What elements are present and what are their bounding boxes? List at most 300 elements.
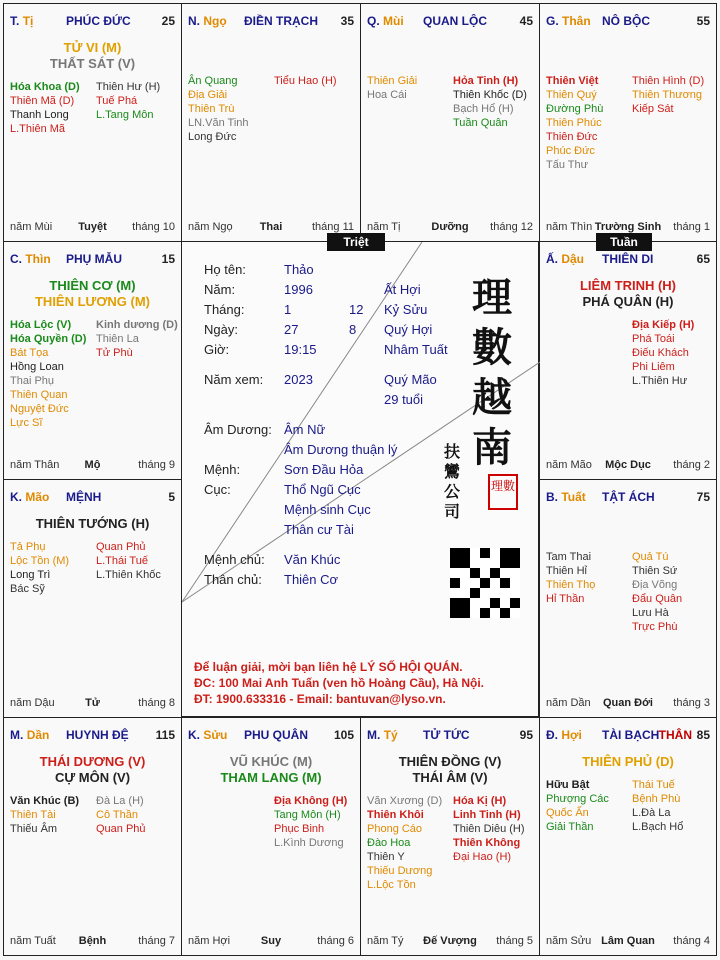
minor-star: Thai Phụ: [10, 375, 55, 387]
minor-star: Thiên Phúc: [546, 117, 602, 129]
palace-chi: Dậu: [561, 252, 585, 266]
minor-stars-right: [453, 74, 527, 130]
minor-star: Hóa Khoa (D): [10, 81, 80, 93]
ngay-can-chi: Quý Hợi: [384, 322, 433, 337]
palace-thin[interactable]: [3, 241, 182, 480]
minor-star: Văn Xương (D): [367, 795, 443, 807]
palace-header: [546, 14, 710, 30]
palace-header: [546, 252, 710, 268]
minor-star: Thiên Mã (D): [10, 95, 75, 107]
palace-can: M.: [367, 728, 381, 742]
palace-number: 25: [161, 14, 175, 28]
palace-can: Q.: [367, 14, 380, 28]
minor-star: Phá Toái: [632, 333, 675, 345]
logo-char-2: 數: [472, 324, 512, 371]
palace-name: QUAN LỘC: [423, 14, 487, 28]
palace-ti[interactable]: [3, 3, 182, 242]
palace-number: 85: [696, 728, 710, 742]
menh-chu-value: Văn Khúc: [284, 552, 341, 567]
minor-stars-right: [96, 794, 146, 836]
minor-star: Địa Không (H): [274, 795, 348, 807]
minor-star: L.Thiên Mã: [10, 123, 66, 135]
palace-dan[interactable]: [3, 717, 182, 956]
palace-month: tháng 2: [673, 459, 710, 471]
minor-star: Hồng Loan: [10, 361, 64, 373]
palace-month: tháng 9: [138, 459, 175, 471]
main-star: LIÊM TRINH (H): [579, 278, 677, 293]
main-star: PHÁ QUÂN (H): [582, 294, 674, 309]
minor-star: L.Lộc Tồn: [367, 879, 416, 891]
main-star: CỰ MÔN (V): [54, 770, 131, 785]
nam-xem-value: 2023: [284, 372, 313, 387]
palace-name: TẬT ÁCH: [602, 490, 655, 504]
thang-am: 12: [349, 302, 364, 317]
palace-number: 15: [161, 252, 175, 266]
main-star: THIÊN ĐỒNG (V): [398, 754, 502, 769]
palace-can: C.: [10, 252, 22, 266]
triet-tag: Triệt: [327, 233, 385, 251]
minor-star: Lưu Hà: [632, 607, 669, 619]
palace-chi: Mùi: [383, 14, 404, 28]
palace-name: PHÚC ĐỨC: [66, 14, 131, 28]
minor-star: Tử Phù: [96, 347, 133, 359]
main-stars: [4, 754, 181, 786]
minor-star: Ân Quang: [188, 75, 238, 87]
minor-star: Tuần Quân: [453, 117, 508, 129]
minor-star: Đào Hoa: [367, 837, 411, 849]
palace-name: PHU QUÂN: [244, 728, 309, 742]
minor-star: Quan Phủ: [96, 541, 146, 553]
palace-can: B.: [546, 490, 558, 504]
minor-star: Bác Sỹ: [10, 583, 45, 595]
minor-stars-right: [453, 794, 525, 864]
minor-star: Đại Hao (H): [453, 851, 512, 863]
minor-star: Thiên Thương: [632, 89, 703, 101]
palace-footer: [10, 221, 175, 235]
main-star: THIÊN PHỦ (D): [582, 754, 674, 769]
minor-stars-left: [10, 318, 86, 430]
palace-name: PHỤ MẪU: [66, 252, 122, 266]
minor-star: Thiên Việt: [546, 75, 599, 87]
minor-star: LN.Văn Tinh: [188, 117, 249, 129]
palace-chi: Ngọ: [203, 14, 227, 28]
palace-header: [367, 14, 533, 30]
minor-star: Thiếu Dương: [367, 865, 433, 877]
main-star: THÁI ÂM (V): [412, 770, 488, 785]
minor-stars-left: [367, 794, 442, 892]
palace-can: M.: [10, 728, 24, 742]
palace-footer: [367, 221, 533, 235]
palace-number: 35: [340, 14, 354, 28]
palace-name: TỬ TỨC: [423, 728, 470, 742]
minor-star: Thiên Quan: [10, 389, 68, 401]
logo-subtitle: 扶 鸞 公 司: [444, 442, 461, 521]
palace-name: NÔ BỘC: [602, 14, 650, 28]
minor-star: Đường Phù: [546, 103, 604, 115]
minor-star: Thiên La: [96, 333, 139, 345]
cuc-value: Thổ Ngũ Cục: [284, 482, 361, 497]
minor-stars-right: [632, 74, 704, 116]
minor-star: Đẩu Quân: [632, 593, 683, 605]
am-duong-ly: Âm Dương thuận lý: [284, 442, 398, 457]
palace-year: năm Tý: [367, 935, 404, 947]
cuc-label: Cục:: [204, 482, 231, 497]
contact-line-3[interactable]: ĐT: 1900.633316 - Email: bantuvan@lyso.vn.: [194, 692, 446, 706]
minor-star: Lộc Tồn (M): [10, 555, 70, 567]
tuoi-value: 29 tuổi: [384, 392, 424, 407]
palace-month: tháng 5: [496, 935, 533, 947]
minor-star: Phi Liêm: [632, 361, 675, 373]
palace-stage: Suy: [260, 935, 282, 947]
palace-chi: Thân: [562, 14, 591, 28]
palace-number: 75: [696, 490, 710, 504]
main-stars: [540, 278, 716, 310]
minor-star: Nguyệt Đức: [10, 403, 69, 415]
palace-name: MỆNH: [66, 490, 102, 504]
than-chu-label: Thân chủ:: [204, 572, 262, 587]
minor-stars-left: [10, 80, 80, 136]
palace-header: [10, 728, 175, 744]
minor-star: Thiếu Âm: [10, 823, 58, 835]
gio-value: 19:15: [284, 342, 317, 357]
menh-value: Sơn Đầu Hỏa: [284, 462, 364, 477]
main-star: THAM LANG (M): [220, 770, 322, 785]
main-stars: [4, 278, 181, 310]
am-duong-value: Âm Nữ: [284, 422, 326, 437]
palace-chi: Tị: [22, 14, 34, 28]
minor-stars-left: [546, 550, 595, 606]
palace-can: K.: [10, 490, 22, 504]
minor-star: Phúc Đức: [546, 145, 595, 157]
palace-stage: Thai: [259, 221, 283, 233]
palace-month: tháng 11: [311, 221, 354, 233]
palace-stage: Lâm Quan: [601, 935, 655, 947]
palace-number: 45: [519, 14, 533, 28]
than-chu-value: Thiên Cơ: [284, 572, 339, 587]
palace-year: năm Sửu: [546, 935, 592, 947]
minor-star: Văn Khúc (B): [10, 795, 80, 807]
than-cu: Thân cư Tài: [284, 522, 354, 537]
minor-stars-right: [274, 74, 337, 88]
palace-footer: [10, 459, 175, 473]
minor-star: Bệnh Phù: [632, 793, 681, 805]
palace-header: [10, 252, 175, 268]
logo-stamp-text: 理數: [490, 479, 515, 493]
palace-month: tháng 1: [673, 221, 710, 233]
main-stars: [182, 754, 360, 786]
ngay-label: Ngày:: [204, 322, 238, 337]
nam-xem-label: Năm xem:: [204, 372, 264, 387]
main-stars: [540, 754, 716, 770]
ho-ten-value: Thảo: [284, 262, 314, 277]
minor-star: Hỏa Tinh (H): [453, 75, 519, 87]
palace-chi: Dần: [26, 728, 50, 742]
palace-month: tháng 7: [138, 935, 175, 947]
main-star: TỬ VI (M): [63, 40, 122, 55]
minor-star: Thiên Hình (D): [632, 75, 705, 87]
minor-star: Bát Tọa: [10, 347, 49, 359]
minor-star: Thiên Quý: [546, 89, 597, 101]
minor-star: L.Bạch Hổ: [632, 821, 684, 833]
gio-can-chi: Nhâm Tuất: [384, 342, 448, 357]
minor-star: Long Đức: [188, 131, 237, 143]
palace-number: 55: [696, 14, 710, 28]
palace-dau[interactable]: [539, 241, 717, 480]
palace-name: TÀI BẠCH: [602, 728, 660, 742]
palace-stage: Trường Sinh: [594, 221, 662, 233]
logo-char-4: 南: [472, 424, 512, 471]
palace-stage: Mộ: [84, 459, 101, 471]
minor-stars-left: [188, 74, 249, 144]
minor-star: Địa Võng: [632, 579, 678, 591]
minor-star: Giải Thần: [546, 821, 594, 833]
main-stars: [361, 754, 539, 786]
main-stars: [4, 40, 181, 72]
palace-name: ĐIỀN TRẠCH: [244, 14, 318, 28]
minor-stars-left: [367, 74, 417, 102]
minor-star: Long Trì: [10, 569, 51, 581]
palace-number: 115: [155, 728, 175, 742]
palace-than[interactable]: [539, 3, 717, 242]
gio-label: Giờ:: [204, 342, 230, 357]
minor-stars-right: [96, 540, 161, 582]
minor-star: Trực Phù: [632, 621, 678, 633]
minor-star: L.Đà La: [632, 807, 671, 819]
palace-year: năm Mão: [546, 459, 592, 471]
minor-star: Quả Tú: [632, 551, 669, 563]
minor-stars-right: [274, 794, 347, 850]
minor-star: Quốc Ấn: [546, 807, 589, 819]
palace-can: N.: [188, 14, 200, 28]
minor-star: Tiểu Hao (H): [274, 75, 337, 87]
palace-month: tháng 10: [132, 221, 175, 233]
palace-chi: Hợi: [561, 728, 582, 742]
palace-chi: Thìn: [25, 252, 51, 266]
palace-stage: Dưỡng: [431, 221, 469, 233]
minor-star: Lực Sĩ: [10, 417, 43, 429]
minor-star: Thiên Diêu (H): [453, 823, 525, 835]
palace-month: tháng 3: [673, 697, 710, 709]
nam-value: 1996: [284, 282, 313, 297]
minor-star: Địa Kiếp (H): [632, 319, 695, 331]
than-marker: THÂN: [658, 728, 692, 742]
palace-header: [188, 14, 354, 30]
palace-stage: Tuyệt: [78, 221, 107, 233]
palace-header: [546, 728, 710, 744]
minor-star: Thiên Hỉ: [546, 565, 587, 577]
main-stars: [4, 516, 181, 532]
palace-can: G.: [546, 14, 559, 28]
palace-footer: [546, 697, 710, 711]
minor-star: Thiên Khôi: [367, 809, 424, 821]
minor-star: Hóa Quyền (D): [10, 333, 87, 345]
minor-star: L.Thiên Khốc: [96, 569, 161, 581]
main-star: THIÊN TƯỚNG (H): [35, 516, 150, 531]
minor-star: L.Thái Tuế: [96, 555, 148, 567]
cuc-relation: Mệnh sinh Cục: [284, 502, 371, 517]
minor-star: Tả Phụ: [10, 541, 46, 553]
minor-star: Thiên Sứ: [632, 565, 678, 577]
palace-stage: Đế Vượng: [423, 935, 477, 947]
minor-star: Thiên Trù: [188, 103, 235, 115]
tuan-tag: Tuần: [596, 233, 652, 251]
center-info-panel: [181, 241, 539, 717]
minor-star: Thiên Khốc (D): [453, 89, 527, 101]
minor-star: Tấu Thư: [546, 159, 589, 171]
minor-star: Hữu Bật: [546, 779, 590, 791]
palace-number: 105: [333, 728, 354, 742]
minor-star: Thiên Giải: [367, 75, 418, 87]
palace-month: tháng 4: [673, 935, 710, 947]
palace-mui[interactable]: [360, 3, 540, 242]
minor-stars-left: [10, 794, 79, 836]
palace-ty[interactable]: [360, 717, 540, 956]
minor-stars-left: [10, 540, 69, 596]
palace-footer: [188, 935, 354, 949]
minor-stars-right: [632, 318, 694, 388]
minor-star: Thanh Long: [10, 109, 69, 121]
main-star: THIÊN CƠ (M): [49, 278, 136, 293]
minor-star: Cô Thần: [96, 809, 138, 821]
palace-year: năm Tị: [367, 221, 401, 233]
palace-chi: Tuất: [561, 490, 586, 504]
palace-stage: Bệnh: [78, 935, 107, 947]
main-star: VŨ KHÚC (M): [229, 754, 313, 769]
minor-star: Thiên Tài: [10, 809, 56, 821]
minor-star: Đà La (H): [96, 795, 144, 807]
minor-star: L.Tang Môn: [96, 109, 154, 121]
minor-stars-right: [96, 318, 178, 360]
palace-can: T.: [10, 14, 20, 28]
minor-star: Tam Thai: [546, 551, 592, 563]
logo-stamp: [488, 474, 518, 510]
palace-stage: Tử: [85, 697, 100, 709]
nam-label: Năm:: [204, 282, 236, 297]
minor-star: Thiên Thọ: [546, 579, 596, 591]
minor-stars-left: [546, 74, 603, 172]
ngay-value: 27: [284, 322, 299, 337]
palace-tuat[interactable]: [539, 479, 717, 718]
palace-footer: [546, 935, 710, 949]
thang-value: 1: [284, 302, 292, 317]
palace-year: năm Ngọ: [188, 221, 233, 233]
palace-header: [10, 490, 175, 506]
minor-star: Kiếp Sát: [632, 103, 674, 115]
palace-name: THIÊN DI: [602, 252, 654, 266]
palace-mao[interactable]: [3, 479, 182, 718]
palace-stage: Mộc Dục: [605, 459, 651, 471]
palace-footer: [10, 935, 175, 949]
minor-star: Hóa Lộc (V): [10, 319, 72, 331]
minor-star: L.Thiên Hư: [632, 375, 688, 387]
palace-can: Đ.: [546, 728, 558, 742]
minor-star: Thiên Không: [453, 837, 521, 849]
palace-number: 95: [519, 728, 533, 742]
palace-number: 5: [168, 490, 175, 504]
minor-star: Tang Môn (H): [274, 809, 341, 821]
main-star: THẤT SÁT (V): [49, 56, 136, 71]
palace-year: năm Tuất: [10, 935, 56, 947]
contact-line-2: ĐC: 100 Mai Anh Tuấn (ven hồ Hoàng Cầu), Hà Nội.: [194, 676, 485, 690]
minor-stars-right: [96, 80, 160, 122]
minor-star: Tuế Phá: [96, 95, 138, 107]
palace-chi: Sửu: [203, 728, 228, 742]
palace-can: K.: [188, 728, 200, 742]
minor-star: Kinh dương (D): [96, 319, 178, 331]
minor-star: Phong Cáo: [367, 823, 423, 835]
minor-star: Thiên Hư (H): [96, 81, 161, 93]
minor-star: Thiên Y: [367, 851, 405, 863]
minor-star: Thái Tuế: [632, 779, 675, 791]
minor-stars-left: [546, 778, 609, 834]
nam-can-chi: Ất Hợi: [384, 282, 421, 297]
logo-char-1: 理: [472, 274, 512, 321]
menh-label: Mệnh:: [204, 462, 241, 477]
minor-star: Hoa Cái: [367, 89, 407, 101]
palace-header: [367, 728, 533, 744]
palace-year: năm Hợi: [188, 935, 231, 947]
palace-chi: Tý: [383, 728, 398, 742]
palace-header: [188, 728, 354, 744]
minor-star: Bạch Hổ (H): [453, 103, 514, 115]
palace-year: năm Dậu: [10, 697, 55, 709]
palace-month: tháng 12: [490, 221, 533, 233]
palace-footer: [546, 459, 710, 473]
minor-star: Phượng Các: [546, 793, 609, 805]
palace-can: Ấ.: [546, 252, 558, 266]
palace-year: năm Dần: [546, 697, 591, 709]
palace-ngo[interactable]: [181, 3, 361, 242]
minor-stars-right: [632, 550, 682, 634]
minor-star: Phục Binh: [274, 823, 325, 835]
palace-hoi[interactable]: [539, 717, 717, 956]
contact-line-1: Để luận giải, mời bạn liên hệ LÝ SỐ HỘI QUÁN.: [194, 660, 463, 674]
thang-label: Tháng:: [204, 302, 245, 317]
palace-year: năm Thân: [10, 459, 60, 471]
palace-footer: [10, 697, 175, 711]
qr-code-icon[interactable]: [450, 548, 520, 618]
palace-number: 65: [696, 252, 710, 266]
logo-char-3: 越: [472, 374, 512, 421]
ngay-am: 8: [349, 322, 357, 337]
thang-can-chi: Kỷ Sửu: [384, 302, 428, 317]
minor-star: Điếu Khách: [632, 347, 689, 359]
minor-star: Quan Phủ: [96, 823, 146, 835]
minor-star: Địa Giải: [188, 89, 228, 101]
palace-header: [546, 490, 710, 506]
palace-suu[interactable]: [181, 717, 361, 956]
palace-year: năm Thìn: [546, 221, 593, 233]
minor-stars-right: [632, 778, 683, 834]
menh-chu-label: Mệnh chủ:: [204, 552, 265, 567]
minor-star: Thiên Đức: [546, 131, 598, 143]
minor-star: Hóa Kị (H): [453, 795, 507, 807]
palace-year: năm Mùi: [10, 221, 53, 233]
minor-star: Hỉ Thần: [546, 593, 585, 605]
ho-ten-label: Họ tên:: [204, 262, 246, 277]
palace-footer: [367, 935, 533, 949]
palace-month: tháng 6: [317, 935, 354, 947]
nam-xem-can-chi: Quý Mão: [384, 372, 437, 387]
palace-header: [10, 14, 175, 30]
palace-month: tháng 8: [138, 697, 175, 709]
palace-stage: Quan Đới: [603, 697, 653, 709]
palace-name: HUYNH ĐỆ: [66, 728, 129, 742]
main-star: THÁI DƯƠNG (V): [39, 754, 146, 769]
minor-star: Linh Tinh (H): [453, 809, 521, 821]
minor-star: L.Kình Dương: [274, 837, 344, 849]
am-duong-label: Âm Dương:: [204, 422, 272, 437]
